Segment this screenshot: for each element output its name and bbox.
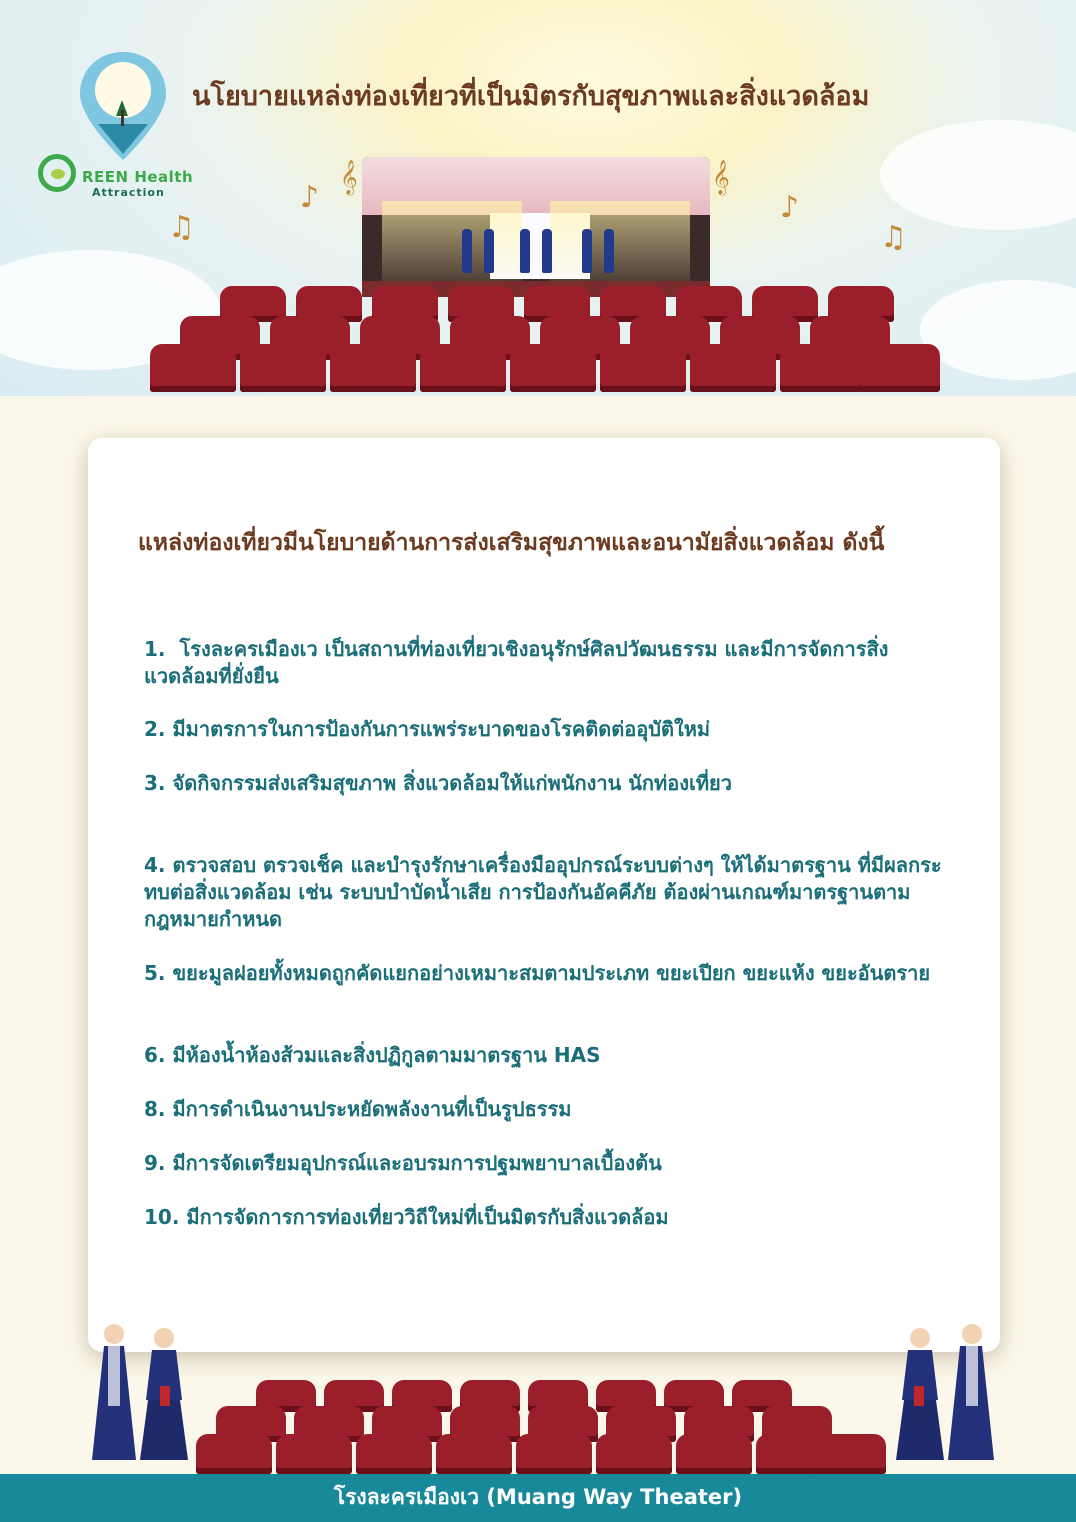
- music-notes-icon: 𝄞: [340, 160, 358, 195]
- seat: [276, 1434, 352, 1474]
- logo-sub: Attraction: [92, 186, 165, 199]
- item-text: มีการจัดการการท่องเที่ยววิถีใหม่ที่เป็นมิตรกับสิ่งแวดล้อม: [186, 1205, 669, 1229]
- page-title: นโยบายแหล่งท่องเที่ยวที่เป็นมิตรกับสุขภาพและสิ่งแวดล้อม: [192, 81, 870, 112]
- list-item: [144, 716, 954, 743]
- seat: [330, 344, 416, 392]
- seat: [356, 1434, 432, 1474]
- location-pin-icon: [78, 50, 168, 162]
- item-text: ขยะมูลฝอยทั้งหมดถูกคัดแยกอย่างเหมาะสมตามประเภท ขยะเปียก ขยะแห้ง ขยะอันตราย: [172, 961, 931, 985]
- performer-pair-left: [78, 1320, 208, 1470]
- list-item: [144, 1150, 954, 1177]
- dancer: [582, 229, 592, 273]
- list-item: [144, 960, 954, 987]
- policy-card: [88, 438, 1000, 1352]
- music-notes-icon: ♫: [880, 220, 907, 255]
- seat: [810, 1434, 886, 1474]
- footer-bar: [0, 1474, 1076, 1522]
- item-number: 4.: [144, 853, 166, 877]
- list-item: [144, 1204, 954, 1231]
- list-item: [144, 852, 954, 933]
- dancer: [542, 229, 552, 273]
- item-text: มีการจัดเตรียมอุปกรณ์และอบรมการปฐมพยาบาลเบื้องต้น: [172, 1151, 662, 1175]
- item-text: มีมาตรการในการป้องกันการแพร่ระบาดของโรคติดต่ออุบัติใหม่: [172, 717, 711, 741]
- dancer: [604, 229, 614, 273]
- item-text: มีการดำเนินงานประหยัดพลังงานที่เป็นรูปธรรม: [172, 1097, 572, 1121]
- dancer: [520, 229, 530, 273]
- music-notes-icon: ♪: [300, 180, 320, 215]
- item-text: มีห้องน้ำห้องส้วมและสิ่งปฏิกูลตามมาตรฐาน HAS: [172, 1043, 601, 1067]
- item-number: 10.: [144, 1205, 180, 1229]
- seat: [690, 344, 776, 392]
- hero-banner: [0, 0, 1076, 396]
- seat: [676, 1434, 752, 1474]
- item-number: 5.: [144, 961, 166, 985]
- seat: [420, 344, 506, 392]
- seat: [510, 344, 596, 392]
- seating-rows: [150, 286, 940, 392]
- item-text: โรงละครเมืองเว เป็นสถานที่ท่องเที่ยวเชิงอนุรักษ์ศิลปวัฒนธรรม และมีการจัดการสิ่งแวดล้อมที่ยั่งยืน: [144, 637, 889, 688]
- music-notes-icon: ♪: [780, 190, 800, 225]
- dancer: [462, 229, 472, 273]
- seat: [516, 1434, 592, 1474]
- performer-pair-right: [876, 1320, 1006, 1470]
- intro-text: แหล่งท่องเที่ยวมีนโยบายด้านการส่งเสริมสุขภาพและอนามัยสิ่งแวดล้อม ดังนี้: [138, 530, 885, 556]
- footer-text: โรงละครเมืองเว (Muang Way Theater): [333, 1485, 743, 1509]
- cloud: [880, 120, 1076, 230]
- seat: [150, 344, 236, 392]
- seat: [436, 1434, 512, 1474]
- music-notes-icon: 𝄞: [712, 160, 730, 195]
- item-number: 1.: [144, 637, 166, 661]
- list-item: [144, 1096, 954, 1123]
- item-number: 6.: [144, 1043, 166, 1067]
- seat: [196, 1434, 272, 1474]
- dancer: [484, 229, 494, 273]
- cloud: [920, 280, 1076, 380]
- seat: [780, 344, 866, 392]
- theater-stage: [362, 157, 710, 297]
- item-text: ตรวจสอบ ตรวจเช็ค และบำรุงรักษาเครื่องมืออุปกรณ์ระบบต่างๆ ให้ได้มาตรฐาน ที่มีผลกระทบต่อสิ่งแวดล้อม เช่น ระบบบำบัดน้ำเสีย การป้องกันอัคคีภัย ต้องผ่านเกณฑ์มาตรฐานตามกฎหมายกำหนด: [144, 853, 942, 931]
- green-health-logo-icon: [38, 150, 208, 206]
- item-number: 9.: [144, 1151, 166, 1175]
- list-item: [144, 636, 954, 690]
- item-text: จัดกิจกรรมส่งเสริมสุขภาพ สิ่งแวดล้อมให้แก่พนักงาน นักท่องเที่ยว: [172, 771, 732, 795]
- seat: [596, 1434, 672, 1474]
- list-item: [144, 770, 954, 797]
- seat: [860, 344, 940, 392]
- list-item: [144, 1042, 954, 1069]
- seat: [600, 344, 686, 392]
- item-number: 3.: [144, 771, 166, 795]
- seating-rows-bottom: [196, 1380, 886, 1476]
- item-number: 8.: [144, 1097, 166, 1121]
- logo-ring: [38, 154, 76, 192]
- item-number: 2.: [144, 717, 166, 741]
- music-notes-icon: ♫: [168, 210, 195, 245]
- seat: [240, 344, 326, 392]
- logo-word: REEN Health: [82, 168, 194, 186]
